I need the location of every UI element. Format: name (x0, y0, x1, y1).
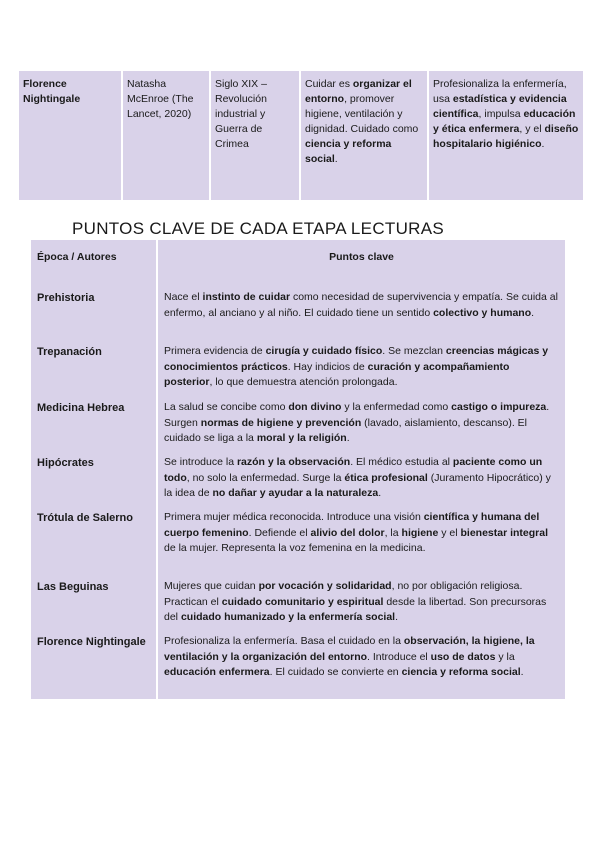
key-points-table (31, 240, 565, 699)
author-cell: Florence Nightingale (19, 71, 121, 200)
emphasis-text: normas de higiene y prevención (200, 416, 362, 429)
row-text-beguinas: Mujeres que cuidan por vocación y solidaridad, no por obligación religiosa. Practican el cuidado comunitario y espiritual desde la libertad. Son precursoras del cuidado humanizado y la enfermería social. (164, 580, 547, 623)
row-text-nightingale: Profesionaliza la enfermería. Basa el cuidado en la observación, la higiene, la ventilación y la organización del entorno. Introduce el uso de datos y la educación enfermera. El cuidado se convierte en ciencia y reforma social. (164, 635, 535, 678)
emphasis-text: observación, la higiene, la ventilación y la organización del entorno (164, 635, 535, 663)
emphasis-text: estadística y evidencia científica (433, 93, 567, 120)
emphasis-text: no dañar y ayudar a la naturaleza (212, 487, 379, 499)
header-key-points: Puntos clave (329, 251, 394, 263)
contribution-cell: Profesionaliza la enfermería, usa estadística y evidencia científica, impulsa educación y ética enfermera, y el diseño hospitalario higiénico. (429, 71, 583, 200)
emphasis-text: razón y la observación (236, 456, 351, 468)
row-text-prehistoria: Nace el instinto de cuidar como necesidad de supervivencia y empatía. Se cuida al enfermo, al anciano y al niño. El cuidado tiene un sentido colectivo y humano. (164, 291, 558, 319)
emphasis-text: diseño hospitalario higiénico (433, 123, 579, 150)
emphasis-text: curación y acompañamiento posterior (164, 360, 510, 388)
row-label-beguinas: Las Beguinas (37, 581, 109, 593)
care-concept-cell: Cuidar es organizar el entorno, promover higiene, ventilación y dignidad. Cuidado como ciencia y reforma social. (301, 71, 427, 200)
emphasis-text: ciencia y reforma social (305, 138, 392, 165)
emphasis-text: cirugía y cuidado físico (265, 345, 383, 357)
emphasis-text: educación y ética enfermera (433, 108, 576, 135)
row-label-trotula: Trótula de Salerno (37, 512, 133, 524)
period-column (31, 240, 156, 699)
header-period: Época / Autores (37, 251, 117, 263)
emphasis-text: ciencia y reforma social (401, 666, 521, 678)
emphasis-text: cuidado comunitario y espiritual (221, 595, 384, 608)
emphasis-text: paciente como un todo (164, 456, 543, 484)
emphasis-text: científica y humana del cuerpo femenino (164, 511, 540, 539)
emphasis-text: alivio del dolor (310, 526, 385, 539)
emphasis-text: don divino (288, 401, 342, 413)
row-label-hipocrates: Hipócrates (37, 457, 94, 469)
emphasis-text: bienestar integral (460, 526, 549, 539)
top-table-row (19, 71, 583, 200)
row-text-hipocrates: Se introduce la razón y la observación. El médico estudia al paciente como un todo, no solo la enfermedad. Surge la ética profesional (Juramento Hipocrático) y la idea de no dañar y ayudar a la naturaleza. (164, 456, 551, 499)
row-text-trotula: Primera mujer médica reconocida. Introduce una visión científica y humana del cuerpo femenino. Defiende el alivio del dolor, la higiene y el bienestar integral de la mujer. Representa la voz femenina en la medicina. (164, 511, 549, 554)
section-title: PUNTOS CLAVE DE CADA ETAPA LECTURAS (72, 219, 445, 238)
emphasis-text: ética profesional (344, 471, 428, 484)
emphasis-text: colectivo y humano (433, 306, 532, 319)
source-cell: Natasha McEnroe (The Lancet, 2020) (123, 71, 209, 200)
row-text-trepanacion: Primera evidencia de cirugía y cuidado físico. Se mezclan creencias mágicas y conocimientos prácticos. Hay indicios de curación y acompañamiento posterior, lo que demuestra atención prolongada. (164, 345, 549, 388)
emphasis-text: higiene (401, 526, 439, 539)
row-label-prehistoria: Prehistoria (37, 292, 95, 304)
emphasis-text: castigo o impureza (451, 401, 547, 413)
emphasis-text: cuidado humanizado y la enfermería social (180, 611, 396, 623)
emphasis-text: moral y la religión (256, 432, 347, 444)
emphasis-text: creencias mágicas y conocimientos prácticos (164, 345, 549, 373)
emphasis-text: organizar el entorno (305, 78, 412, 105)
emphasis-text: educación enfermera (164, 666, 270, 678)
emphasis-text: uso de datos (430, 650, 496, 663)
key-points-column (158, 240, 565, 699)
row-label-trepanacion: Trepanación (37, 346, 102, 358)
row-label-medicina-hebrea: Medicina Hebrea (37, 402, 125, 414)
emphasis-text: por vocación y solidaridad (258, 580, 392, 592)
row-text-medicina-hebrea: La salud se concibe como don divino y la enfermedad como castigo o impureza. Surgen normas de higiene y prevención (lavado, aislamiento, descanso). El cuidado se liga a la moral y la religión. (164, 401, 550, 444)
period-cell: Siglo XIX – Revolución industrial y Guerra de Crimea (211, 71, 299, 200)
row-label-nightingale: Florence Nightingale (37, 636, 146, 648)
emphasis-text: instinto de cuidar (202, 291, 291, 303)
